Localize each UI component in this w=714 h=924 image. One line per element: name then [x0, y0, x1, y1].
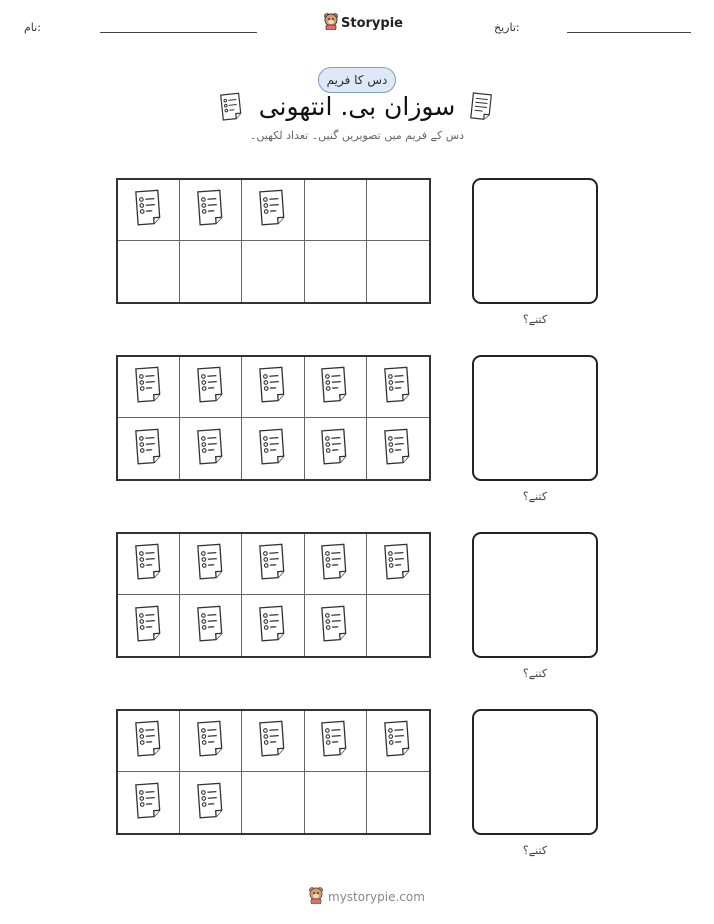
- ten-frame-cell: [305, 711, 367, 772]
- ten-frame-cell: [180, 711, 242, 772]
- date-line[interactable]: [567, 32, 691, 33]
- ten-frame-cell: [180, 418, 242, 479]
- document-list-icon: [380, 427, 416, 471]
- document-list-icon: [317, 427, 353, 471]
- ten-frame-cell: [367, 241, 429, 302]
- ten-frame-cell: [305, 595, 367, 656]
- ten-frame-cell: [180, 180, 242, 241]
- document-list-icon: [255, 604, 291, 648]
- ten-frame-cell: [242, 418, 304, 479]
- document-list-icon: [131, 365, 167, 409]
- ten-frame: [116, 709, 431, 835]
- answer-box[interactable]: [472, 178, 598, 304]
- ten-frame-cell: [305, 357, 367, 418]
- ten-frame-cell: [242, 711, 304, 772]
- answer-box[interactable]: [472, 709, 598, 835]
- document-list-icon: [468, 92, 496, 126]
- ten-frame-cell: [242, 357, 304, 418]
- footer: [308, 886, 425, 908]
- document-list-icon: [193, 188, 229, 232]
- ten-frame-cell: [242, 180, 304, 241]
- ten-frame-cell: [367, 357, 429, 418]
- document-list-icon: [255, 719, 291, 763]
- how-many-prompt: کتنے؟: [522, 313, 548, 326]
- brand-logo: [323, 12, 403, 34]
- ten-frame-cell: [118, 241, 180, 302]
- ten-frame-cell: [180, 534, 242, 595]
- footer-url: mystorypie.com: [328, 890, 425, 904]
- ten-frame-cell: [118, 772, 180, 833]
- document-list-icon: [131, 719, 167, 763]
- document-list-icon: [380, 542, 416, 586]
- document-list-icon: [131, 188, 167, 232]
- worksheet-type-badge: دس کا فریم: [318, 67, 396, 93]
- how-many-prompt: کتنے؟: [522, 667, 548, 680]
- ten-frame-cell: [118, 534, 180, 595]
- ten-frame-cell: [305, 241, 367, 302]
- ten-frame-cell: [305, 418, 367, 479]
- ten-frame-cell: [242, 772, 304, 833]
- ten-frame-cell: [118, 418, 180, 479]
- ten-frame-cell: [118, 711, 180, 772]
- ten-frame-cell: [305, 534, 367, 595]
- ten-frame: [116, 532, 431, 658]
- ten-frame-cell: [118, 180, 180, 241]
- ten-frame-cell: [367, 595, 429, 656]
- document-list-icon: [317, 604, 353, 648]
- brand-name: Storypie: [341, 15, 403, 31]
- document-list-icon: [255, 427, 291, 471]
- document-list-icon: [380, 365, 416, 409]
- document-list-icon: [131, 542, 167, 586]
- ten-frame-cell: [118, 357, 180, 418]
- document-list-icon: [255, 188, 291, 232]
- ten-frame-cell: [367, 534, 429, 595]
- ten-frame-cell: [180, 595, 242, 656]
- ten-frame-cell: [367, 180, 429, 241]
- answer-box[interactable]: [472, 355, 598, 481]
- document-list-icon: [193, 781, 229, 825]
- name-line[interactable]: [100, 32, 257, 33]
- document-list-icon: [255, 542, 291, 586]
- instructions: دس کے فریم میں تصویریں گنیں۔ تعداد لکھیں۔: [249, 129, 465, 142]
- ten-frame-cell: [367, 772, 429, 833]
- worksheet-title: سوزان بی. انتھونی: [258, 92, 456, 121]
- how-many-prompt: کتنے؟: [522, 490, 548, 503]
- document-list-icon: [193, 427, 229, 471]
- document-list-icon: [317, 542, 353, 586]
- document-list-icon: [193, 719, 229, 763]
- ten-frame-cell: [242, 595, 304, 656]
- document-list-icon: [193, 365, 229, 409]
- document-list-icon: [380, 719, 416, 763]
- document-list-icon: [193, 604, 229, 648]
- ten-frame-cell: [180, 772, 242, 833]
- document-list-icon: [193, 542, 229, 586]
- ten-frame-cell: [180, 241, 242, 302]
- ten-frame-cell: [242, 534, 304, 595]
- ten-frame-cell: [242, 241, 304, 302]
- document-list-icon: [131, 427, 167, 471]
- answer-box[interactable]: [472, 532, 598, 658]
- document-list-icon: [317, 719, 353, 763]
- ten-frame-cell: [118, 595, 180, 656]
- ten-frame-cell: [180, 357, 242, 418]
- bear-mascot-icon: [308, 886, 324, 908]
- bear-mascot-icon: [323, 12, 339, 34]
- how-many-prompt: کتنے؟: [522, 844, 548, 857]
- document-list-icon: [131, 604, 167, 648]
- ten-frame-cell: [305, 180, 367, 241]
- ten-frame: [116, 355, 431, 481]
- document-list-icon: [255, 365, 291, 409]
- ten-frame: [116, 178, 431, 304]
- document-list-icon: [131, 781, 167, 825]
- date-label: تاریخ:: [494, 21, 520, 34]
- ten-frame-cell: [367, 418, 429, 479]
- ten-frame-cell: [305, 772, 367, 833]
- document-list-icon: [317, 365, 353, 409]
- name-label: نام:: [24, 21, 41, 34]
- ten-frame-cell: [367, 711, 429, 772]
